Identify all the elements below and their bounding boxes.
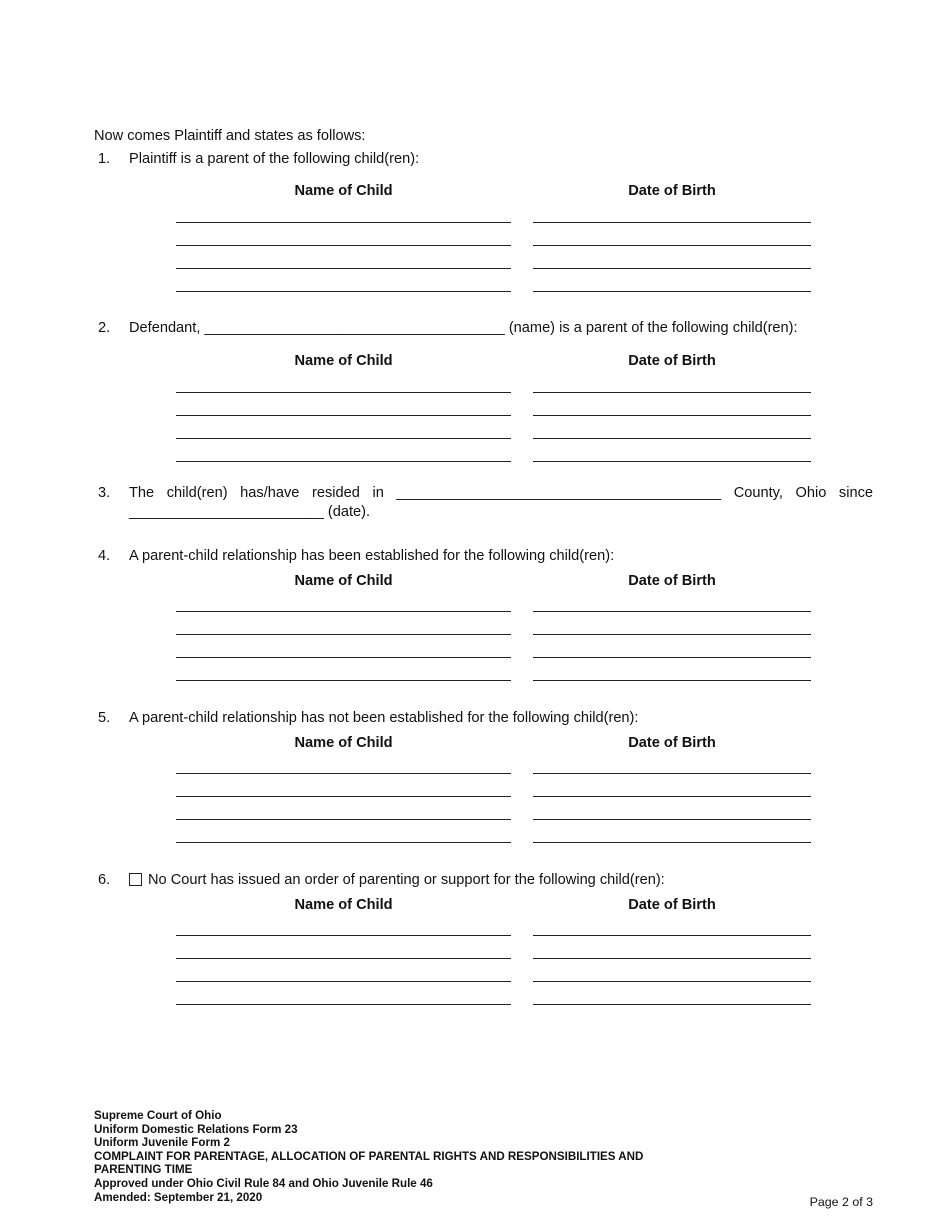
item-4-child-name-line[interactable] [176, 611, 511, 612]
item-5-child-dob-line[interactable] [533, 842, 811, 843]
item-5-number: 5. [98, 710, 111, 726]
item-5-child-dob-line[interactable] [533, 796, 811, 797]
item-2-child-name-line[interactable] [176, 438, 511, 439]
form-footer [94, 1109, 643, 1204]
item-2-number: 2. [98, 320, 111, 336]
item-6-child-dob-line[interactable] [533, 1004, 811, 1005]
item-4-child-name-line[interactable] [176, 634, 511, 635]
item-5-child-name-line[interactable] [176, 842, 511, 843]
item-2-dob-header: Date of Birth [628, 353, 716, 369]
item-4-text: A parent-child relationship has been established for the following child(ren): [129, 548, 615, 564]
footer-approval: Approved under Ohio Civil Rule 84 and Ohio Juvenile Rule 46 [94, 1176, 433, 1190]
item-2-child-name-line[interactable] [176, 392, 511, 393]
footer-form-title-1: COMPLAINT FOR PARENTAGE, ALLOCATION OF PARENTAL RIGHTS AND RESPONSIBILITIES AND [94, 1149, 644, 1163]
item-1-text: Plaintiff is a parent of the following child(ren): [129, 151, 420, 167]
item-2-child-dob-line[interactable] [533, 415, 811, 416]
intro-text: Now comes Plaintiff and states as follows: [94, 128, 366, 144]
item-4-child-dob-line[interactable] [533, 634, 811, 635]
item-5-child-dob-line[interactable] [533, 819, 811, 820]
item-1-child-name-line[interactable] [176, 291, 511, 292]
item-1-dob-header: Date of Birth [628, 183, 716, 199]
item-6-child-name-line[interactable] [176, 958, 511, 959]
item-6-dob-header: Date of Birth [628, 897, 716, 913]
item-5-dob-header: Date of Birth [628, 735, 716, 751]
item-1-child-dob-line[interactable] [533, 291, 811, 292]
item-5-child-dob-line[interactable] [533, 773, 811, 774]
item-2-child-name-line[interactable] [176, 415, 511, 416]
item-6-name-header: Name of Child [294, 897, 393, 913]
item-6-text: No Court has issued an order of parenting or support for the following child(ren): [148, 872, 665, 888]
item-4-name-header: Name of Child [294, 573, 393, 589]
item-1-child-name-line[interactable] [176, 268, 511, 269]
page-number: Page 2 of 3 [809, 1195, 873, 1209]
item-4-child-name-line[interactable] [176, 657, 511, 658]
item-3-text-line-1: The child(ren) has/have resided in ________________________________________ County, Ohio since [129, 485, 873, 501]
footer-amended: Amended: September 21, 2020 [94, 1190, 263, 1204]
item-4-number: 4. [98, 548, 111, 564]
item-6-child-dob-line[interactable] [533, 981, 811, 982]
item-4-child-dob-line[interactable] [533, 611, 811, 612]
item-1-child-dob-line[interactable] [533, 222, 811, 223]
item-5-name-header: Name of Child [294, 735, 393, 751]
item-6-child-name-line[interactable] [176, 981, 511, 982]
item-3-number: 3. [98, 485, 111, 501]
item-6-number: 6. [98, 872, 111, 888]
footer-court: Supreme Court of Ohio [94, 1109, 222, 1122]
item-4-child-dob-line[interactable] [533, 680, 811, 681]
item-1-child-dob-line[interactable] [533, 245, 811, 246]
item-6-child-name-line[interactable] [176, 935, 511, 936]
footer-juvenile-form: Uniform Juvenile Form 2 [94, 1136, 230, 1150]
item-6-child-dob-line[interactable] [533, 958, 811, 959]
item-5-child-name-line[interactable] [176, 796, 511, 797]
footer-form-title-2: PARENTING TIME [94, 1163, 193, 1177]
item-2-child-name-line[interactable] [176, 461, 511, 462]
item-1-number: 1. [98, 151, 111, 167]
footer-dr-form: Uniform Domestic Relations Form 23 [94, 1122, 298, 1136]
item-2-child-dob-line[interactable] [533, 392, 811, 393]
item-2-child-dob-line[interactable] [533, 438, 811, 439]
item-1-child-dob-line[interactable] [533, 268, 811, 269]
no-court-order-checkbox[interactable] [129, 873, 142, 886]
item-5-child-name-line[interactable] [176, 773, 511, 774]
item-4-child-name-line[interactable] [176, 680, 511, 681]
item-1-child-name-line[interactable] [176, 245, 511, 246]
item-2-text: Defendant, _____________________________________ (name) is a parent of the following child(ren): [129, 320, 798, 336]
item-1-name-header: Name of Child [294, 183, 393, 199]
item-4-child-dob-line[interactable] [533, 657, 811, 658]
item-2-child-dob-line[interactable] [533, 461, 811, 462]
item-4-dob-header: Date of Birth [628, 573, 716, 589]
item-5-text: A parent-child relationship has not been established for the following child(ren): [129, 710, 639, 726]
item-1-child-name-line[interactable] [176, 222, 511, 223]
item-6-child-name-line[interactable] [176, 1004, 511, 1005]
item-6-child-dob-line[interactable] [533, 935, 811, 936]
item-5-child-name-line[interactable] [176, 819, 511, 820]
item-2-name-header: Name of Child [294, 353, 393, 369]
item-3-text-line-2: ________________________ (date). [129, 504, 371, 520]
item-6-row [129, 872, 665, 888]
